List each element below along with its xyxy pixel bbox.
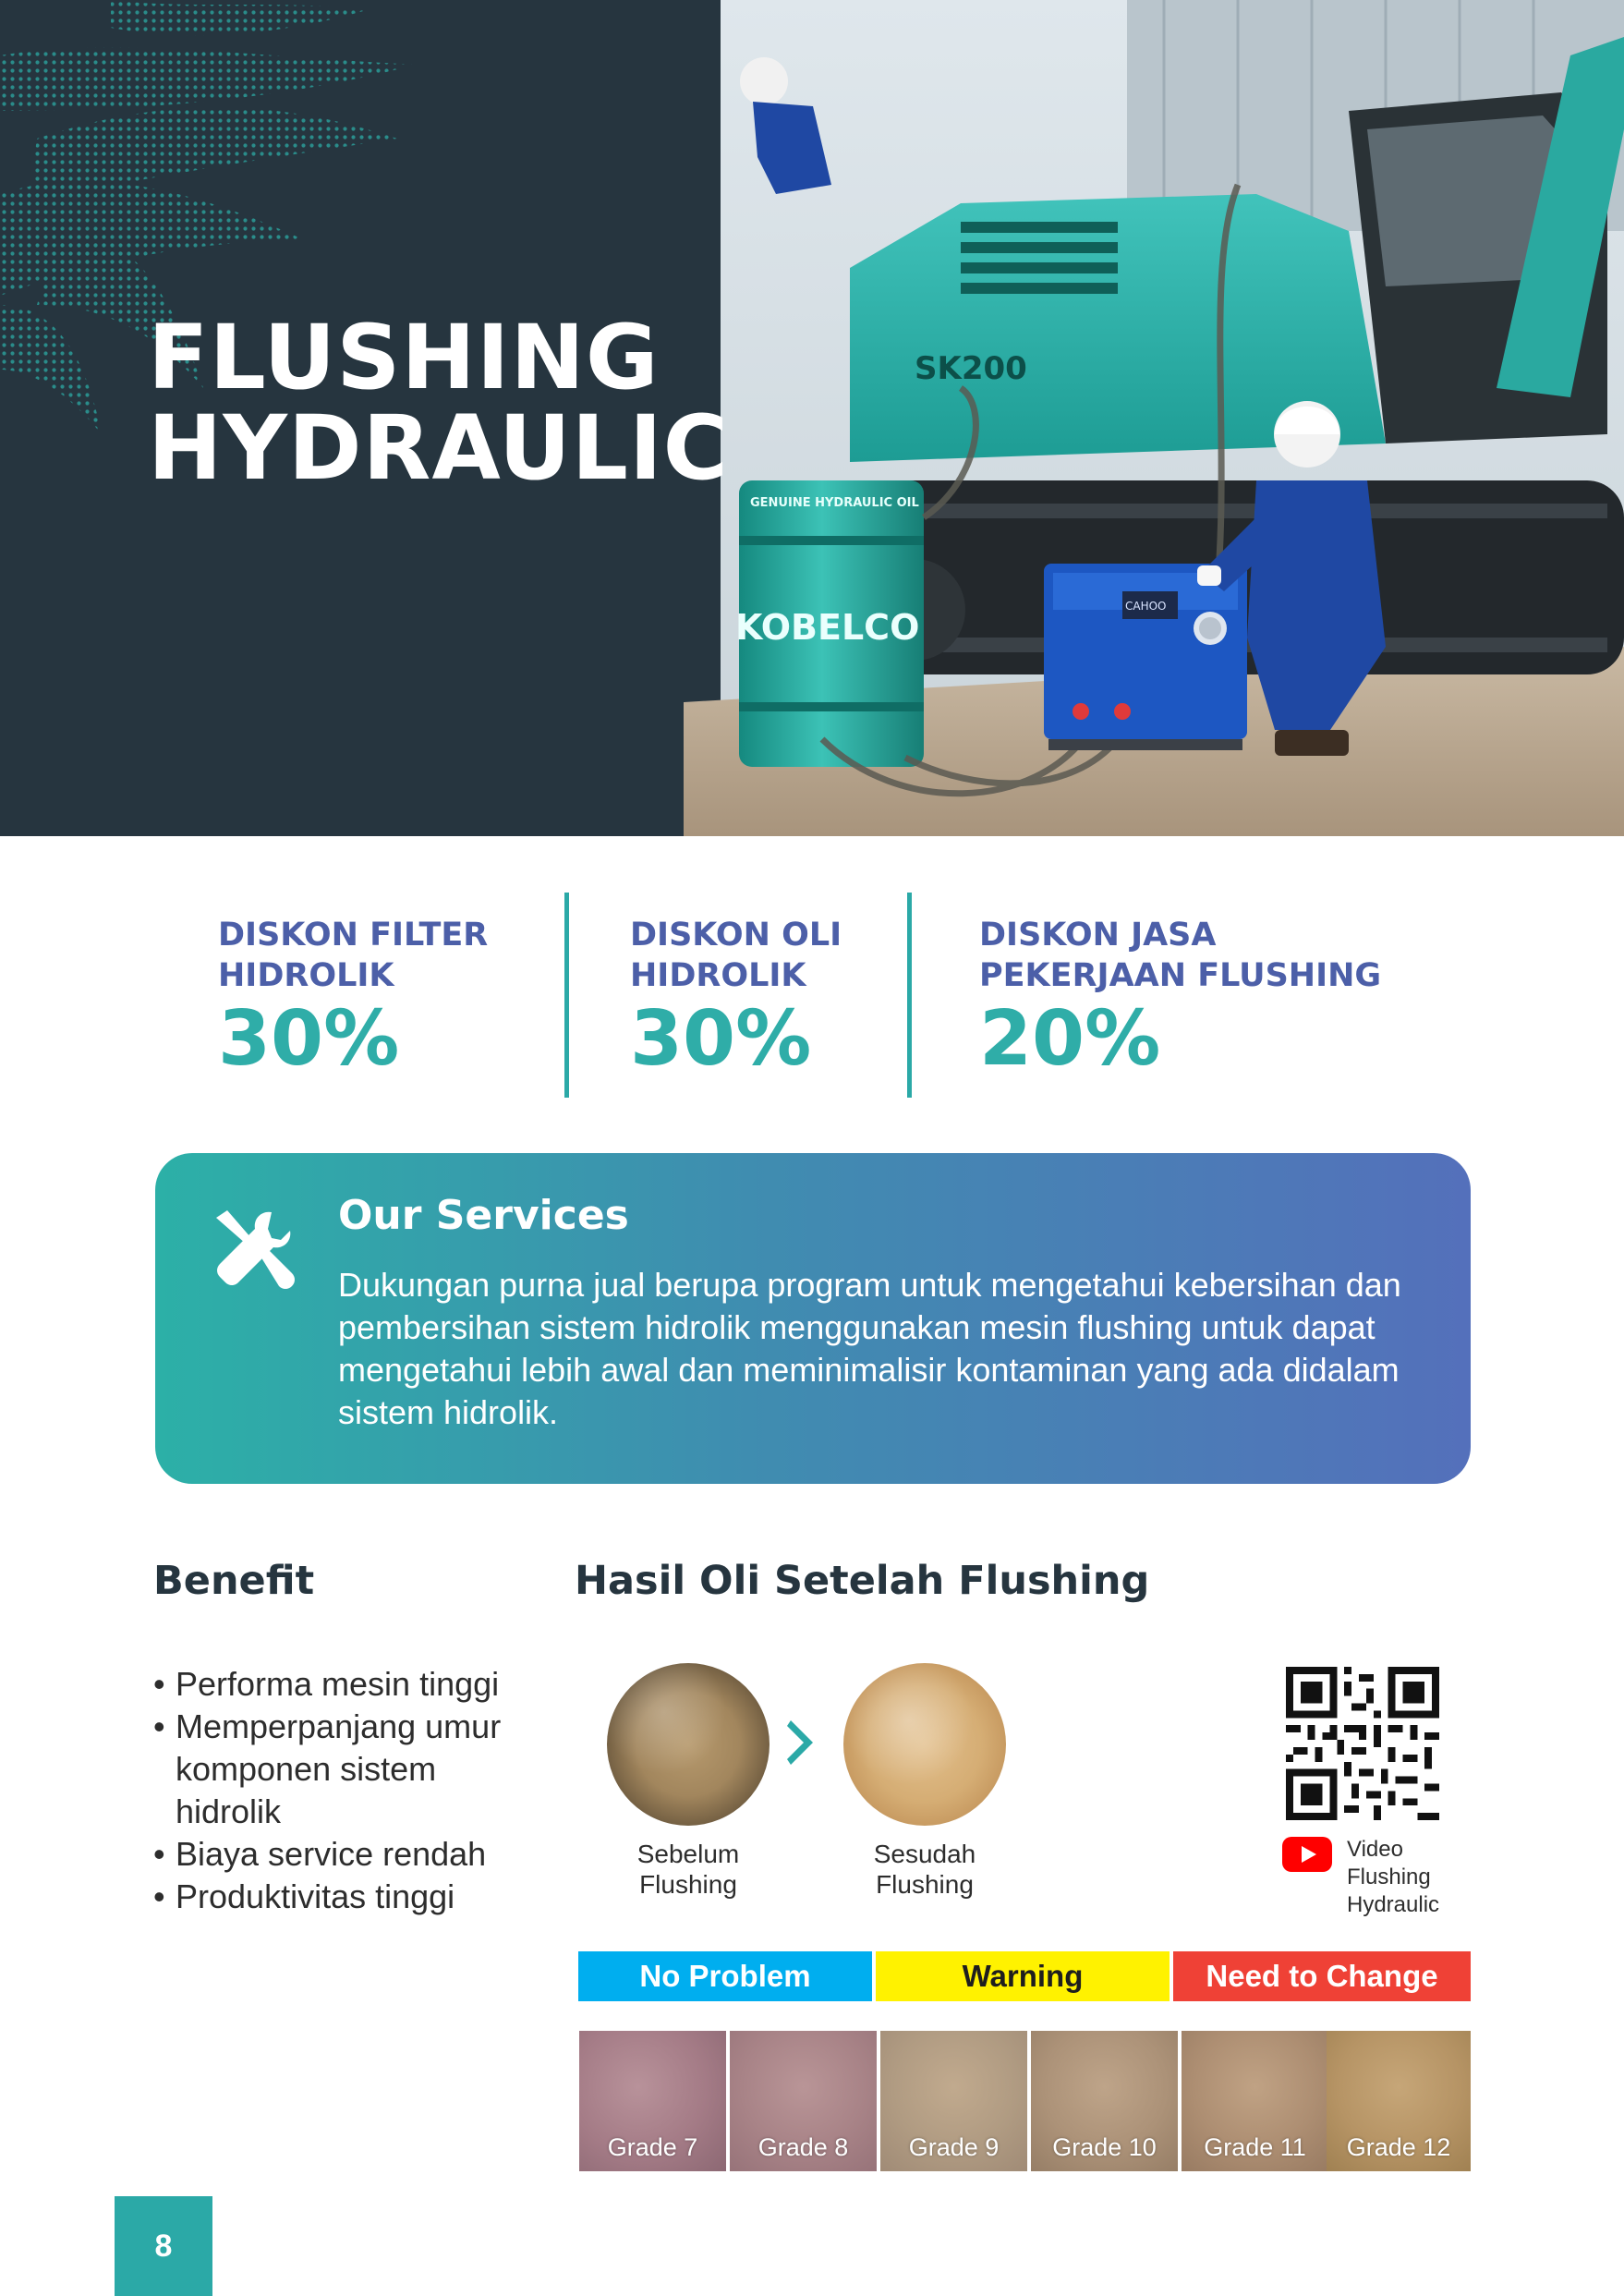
divider (564, 893, 569, 1098)
benefit-item: • Biaya service rendah (153, 1833, 541, 1876)
grade-label: Grade 11 (1204, 2133, 1306, 2161)
discount-label (979, 915, 1381, 996)
sample-before (605, 1663, 771, 1900)
status-need-to-change: Need to Change (1173, 1951, 1471, 2001)
benefit-title: Benefit (153, 1558, 315, 1604)
grade-tile (730, 2031, 877, 2171)
discount-label (218, 915, 488, 996)
sample-before-caption (605, 1839, 771, 1900)
discount-label-line-1: DISKON JASA (979, 917, 1217, 954)
discount-label (630, 915, 842, 996)
grade-tile (880, 2031, 1027, 2171)
video-label-line-3: Hydraulic (1347, 1892, 1440, 1917)
discount-value: 30% (630, 995, 812, 1083)
grade-label: Grade 10 (1052, 2133, 1157, 2161)
caption-line-2: Flushing (639, 1870, 737, 1899)
youtube-icon[interactable] (1282, 1837, 1332, 1872)
grade-label: Grade 9 (908, 2133, 1000, 2161)
discount-label-line-1: DISKON FILTER (218, 917, 489, 954)
sample-before-image (607, 1663, 770, 1826)
flushing-unit-label: CAHOO (1125, 600, 1167, 613)
services-card (155, 1153, 1471, 1484)
benefit-item: • Memperpanjang umur komponen sistem hidrolik (153, 1706, 527, 1833)
title-line-2: HYDRAULIC (148, 396, 730, 500)
page-number: 8 (115, 2196, 212, 2296)
discount-label-line-2: HIDROLIK (630, 957, 806, 994)
benefit-item: • Produktivitas tinggi (153, 1876, 541, 1918)
qr-code[interactable] (1286, 1667, 1439, 1820)
services-description: Dukungan purna jual berupa program untuk mengetahui kebersihan dan pembersihan sistem hidrolik menggunakan mesin flushing untuk dapat mengetahui lebih awal dan meminimalisir kontaminan yang ada didalam sistem hidrolik. (338, 1266, 1401, 1431)
status-no-problem: No Problem (578, 1951, 872, 2001)
grade-tile (1182, 2031, 1328, 2171)
grade-tile (1031, 2031, 1178, 2171)
title-line-1: FLUSHING (148, 306, 660, 409)
grade-tile (579, 2031, 726, 2171)
discount-oil (630, 915, 842, 1081)
discount-filter (218, 915, 488, 1081)
drum-brand-label: KOBELCO (735, 607, 920, 648)
status-warning: Warning (876, 1951, 1170, 2001)
page-title (148, 306, 730, 500)
discount-value: 30% (218, 995, 400, 1083)
video-label-line-2: Flushing (1347, 1865, 1431, 1889)
tools-icon (207, 1205, 299, 1297)
discount-label-line-2: HIDROLIK (218, 957, 394, 994)
caption-line-1: Sebelum (636, 1840, 740, 1868)
services-title: Our Services (338, 1192, 629, 1239)
discount-flushing-service (979, 915, 1381, 1081)
video-link-label[interactable] (1347, 1836, 1439, 1919)
caption-line-1: Sesudah (873, 1840, 976, 1868)
grade-label: Grade 12 (1346, 2133, 1451, 2161)
discount-label-line-1: DISKON OLI (630, 917, 842, 954)
grade-tile (1327, 2031, 1471, 2171)
grade-label: Grade 8 (757, 2133, 849, 2161)
discount-value: 20% (979, 995, 1161, 1083)
chevron-right-icon (785, 1717, 818, 1768)
result-title: Hasil Oli Setelah Flushing (575, 1558, 1150, 1604)
sample-after-image (843, 1663, 1006, 1826)
caption-line-2: Flushing (876, 1870, 974, 1899)
hero-photo (684, 0, 1624, 836)
benefit-list (153, 1663, 541, 1918)
discount-label-line-2: PEKERJAAN FLUSHING (979, 957, 1382, 994)
machine-model-label: SK200 (915, 350, 1027, 387)
grade-label: Grade 7 (607, 2133, 698, 2161)
divider (907, 893, 912, 1098)
sample-after-caption (842, 1839, 1008, 1900)
benefit-item: • Performa mesin tinggi (153, 1663, 541, 1706)
drum-top-label: GENUINE HYDRAULIC OIL (750, 496, 919, 510)
video-label-line-1: Video (1347, 1837, 1403, 1862)
hero-banner (0, 0, 1624, 836)
sample-after (842, 1663, 1008, 1900)
